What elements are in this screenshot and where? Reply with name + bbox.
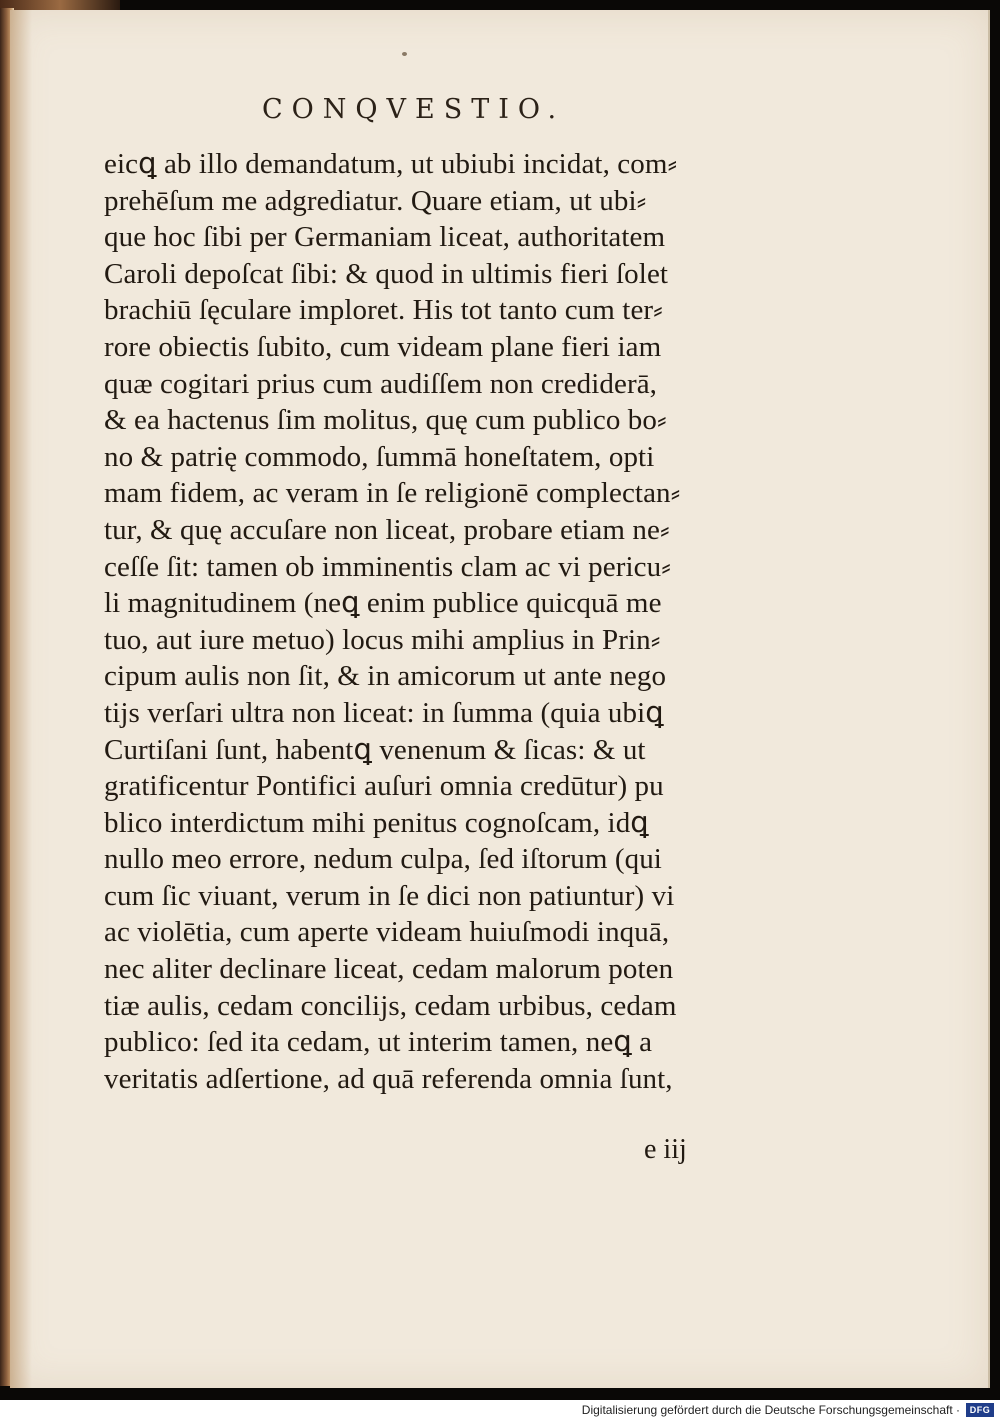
text-line: li magnitudinem (neꝗ enim publice quicquā me [104,587,662,620]
text-line: tiæ aulis, cedam concilijs, cedam urbibus, cedam [104,989,677,1022]
text-line: no & patrię commodo, ſummā honeſtatem, opti [104,440,655,473]
text-line: prehēſum me adgrediatur. Quare etiam, ut ubi⸗ [104,184,647,217]
text-line: tur, & quę accuſare non liceat, probare etiam ne⸗ [104,513,670,546]
footer-bar [0,1400,1000,1421]
text-line: ac violētia, cum aperte videam huiuſmodi inquā, [104,916,670,949]
text-line: publico: ſed ita cedam, ut interim tamen, neꝗ a [104,1026,653,1059]
running-head: CONQVESTIO. [262,94,566,125]
text-line: Curtiſani ſunt, habentꝗ venenum & ſicas: & ut [104,733,646,766]
text-line: brachiū ſęculare imploret. His tot tanto cum ter⸗ [104,294,663,327]
ink-dot [402,52,407,56]
text-line: Caroli depoſcat ſibi: & quod in ultimis fieri ſolet [104,257,669,290]
text-line: tuo, aut iure metuo) locus mihi amplius in Prin⸗ [104,623,661,656]
text-line: eicꝗ ab illo demandatum, ut ubiubi incidat, com⸗ [104,148,678,180]
text-line: mam fidem, ac veram in ſe religionē complectan⸗ [104,477,681,510]
dfg-logo: DFG [966,1403,994,1417]
text-line: tijs verſari ultra non liceat: in ſumma (quia ubiꝗ [104,696,664,729]
text-line: cipum aulis non ſit, & in amicorum ut ante nego [104,660,667,693]
text-line: rore obiectis ſubito, cum videam plane fieri iam [104,330,662,363]
text-line: veritatis adſertione, ad quā referenda omnia ſunt, [104,1062,673,1095]
text-line: nec aliter declinare liceat, cedam malorum poten [104,953,674,986]
text-line: gratificentur Pontifici auſuri omnia credūtur) pu [104,770,664,803]
text-line: nullo meo errore, nedum culpa, ſed iſtorum (qui [104,843,662,876]
text-line: cum ſic viuant, verum in ſe dici non patiuntur) vi [104,879,675,912]
footer-credit: Digitalisierung gefördert durch die Deutsche Forschungsgemeinschaft · [581,1403,960,1417]
text-line: blico interdictum mihi penitus cognoſcam, idꝗ [104,806,649,839]
signature-mark: e iij [644,1134,687,1165]
page-stain [10,10,32,1388]
text-line: ceſſe ſit: tamen ob imminentis clam ac vi pericu⸗ [104,550,671,583]
text-line: que hoc ſibi per Germaniam liceat, authoritatem [104,221,666,254]
text-line: quæ cogitari prius cum audiſſem non crediderā, [104,367,658,400]
text-line: & ea hactenus ſim molitus, quę cum publico bo⸗ [104,404,667,437]
body-text [104,146,794,1097]
